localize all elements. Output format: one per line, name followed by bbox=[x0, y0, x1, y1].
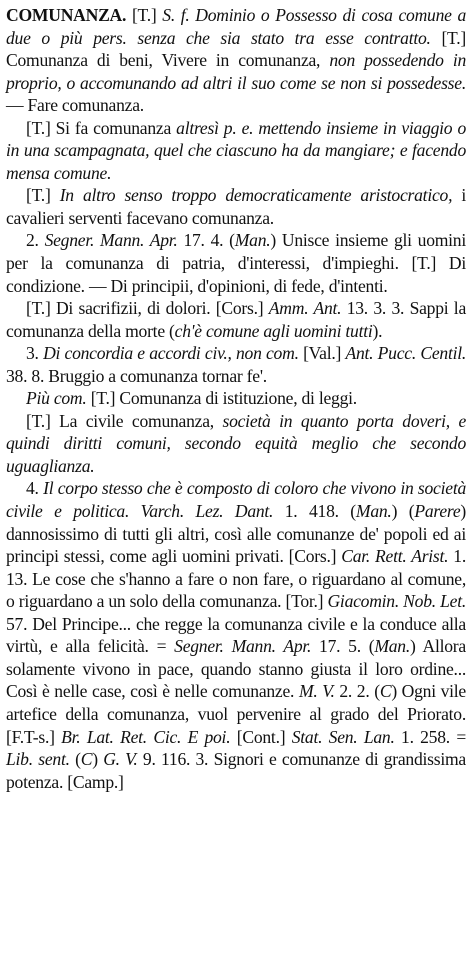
text-run: [T.] Comunanza di beni, Vivere in comunanza, bbox=[6, 27, 466, 71]
italic-text: Man. bbox=[374, 636, 411, 657]
italic-text: Man. bbox=[234, 230, 271, 251]
italic-text: C bbox=[80, 749, 93, 770]
text-run: ) Ogni vile artefice della comunanza, vuol pervenire al grado del Priorato. [F.T-s.] bbox=[6, 681, 466, 747]
text-run: ). bbox=[372, 320, 383, 341]
text-run: 2. 2. ( bbox=[334, 681, 380, 702]
text-run: 2. bbox=[26, 230, 45, 251]
italic-text: Amm. Ant. bbox=[268, 298, 342, 319]
text-run: 38. 8. Bruggio a comunanza tornar fe'. bbox=[6, 365, 267, 386]
italic-text: non possedendo in proprio, o accomunando ad altri il suo come se non si possedesse. bbox=[6, 50, 467, 93]
entry-sense-paragraph bbox=[6, 184, 466, 229]
headword: COMUNANZA. bbox=[6, 5, 127, 25]
text-run: [T.] La civile comunanza, bbox=[26, 410, 223, 431]
text-run: [T.] bbox=[26, 185, 60, 206]
entry-sense-paragraph bbox=[6, 229, 466, 297]
entry-sense-paragraph bbox=[6, 342, 466, 387]
text-run: — Fare comunanza. bbox=[6, 95, 144, 116]
text-run: 17. 5. ( bbox=[311, 636, 375, 657]
italic-text: S. f. Dominio o Possesso di cosa comune a due o più pers. senza che sia stato tra esse contratto. bbox=[6, 5, 466, 48]
italic-text: Car. Rett. Arist. bbox=[341, 546, 449, 567]
text-run: i cavalieri serventi facevano comunanza. bbox=[6, 185, 466, 228]
text-run: 57. Del Principe... che regge la comunanza civile e la conduce alla virtù, e alla felicità. = bbox=[6, 613, 466, 657]
text-run: [T.] Si fa comunanza bbox=[26, 117, 177, 138]
entry-headword-paragraph bbox=[6, 4, 466, 117]
text-run: [T.] Comunanza di istituzione, di leggi. bbox=[86, 388, 357, 409]
text-run: 3. bbox=[26, 343, 44, 364]
text-run: [T.] Di sacrifizii, di dolori. [Cors.] bbox=[26, 298, 269, 319]
text-run: ) dannosissimo di tutti gli altri, così alle comunanze de' popoli ed ai principi stessi, come agli uomini privati. [Cors.] bbox=[6, 501, 467, 567]
italic-text: Segner. Mann. Apr. bbox=[174, 636, 312, 657]
entry-sense-paragraph bbox=[6, 477, 466, 793]
text-run: ) ( bbox=[391, 501, 415, 522]
italic-text: ch'è comune agli uomini tutti bbox=[174, 320, 373, 341]
text-run: ) bbox=[92, 749, 104, 770]
text-run: 1. 258. = bbox=[394, 726, 466, 747]
text-run: [Val.] bbox=[298, 343, 346, 364]
text-run: ) Unisce insieme gli uomini per la comunanza di patria, d'interessi, d'impieghi. [T.] Di condizione. — Di principii, d'opinioni, di fede, d'intenti. bbox=[6, 230, 466, 296]
italic-text: In altro senso troppo democraticamente aristocratico, bbox=[59, 185, 453, 206]
italic-text: Di concordia e accordi civ., non com. bbox=[43, 343, 299, 364]
italic-text: Man. bbox=[355, 501, 392, 522]
italic-text: Segner. Mann. Apr. bbox=[44, 230, 178, 251]
italic-text: Varch. Lez. Dant. bbox=[140, 501, 274, 522]
text-run: [T.] bbox=[126, 5, 163, 25]
text-run: 4. bbox=[26, 478, 44, 499]
entry-sense-paragraph bbox=[6, 297, 466, 342]
text-run: 9. 116. 3. Signori e comunanze di grandissima potenza. [Camp.] bbox=[6, 749, 466, 792]
italic-text: Ant. Pucc. Centil. bbox=[345, 343, 467, 364]
italic-text: M. V. bbox=[298, 681, 335, 702]
italic-text: Lib. sent. bbox=[6, 749, 70, 770]
entry-sense-paragraph bbox=[6, 117, 466, 185]
italic-text: C bbox=[379, 681, 392, 702]
text-run: 1. 418. ( bbox=[273, 501, 356, 522]
text-run: 13. 3. 3. Sappi la comunanza della morte ( bbox=[6, 298, 467, 341]
text-run: 17. 4. ( bbox=[177, 230, 235, 251]
entry-sense-paragraph bbox=[6, 387, 466, 410]
italic-text: altresì p. e. mettendo insieme in viaggio o in una scampagnata, quel che ciascuno ha da mangiare; e facendo mensa comune. bbox=[6, 117, 466, 183]
italic-text: G. V. bbox=[103, 749, 138, 770]
entry-sense-paragraph bbox=[6, 410, 466, 478]
italic-text: Più com. bbox=[26, 388, 87, 409]
italic-text: società in quanto porta doveri, e quindi diritti comuni, secondo equità meglio che secondo uguaglianza. bbox=[6, 410, 466, 476]
text-run: ) Allora solamente vivono in pace, quando stanno giusta il loro ordine... Così è nelle case, così è nelle comunanze. bbox=[6, 636, 466, 702]
dictionary-entry bbox=[6, 4, 466, 793]
text-run bbox=[129, 501, 141, 521]
italic-text: Il corpo stesso che è composto di coloro che vivono in società civile e politica. bbox=[6, 478, 466, 522]
italic-text: Parere bbox=[414, 501, 461, 522]
text-run: [Cont.] bbox=[230, 726, 292, 747]
text-run: 1. 13. Le cose che s'hanno a fare o non fare, o riguardano al comune, o riguardano a un solo della comunanza. [Tor.] bbox=[6, 546, 466, 612]
italic-text: Giacomin. Nob. Let. bbox=[327, 591, 466, 612]
italic-text: Stat. Sen. Lan. bbox=[291, 726, 395, 747]
italic-text: Br. Lat. Ret. Cic. E poi. bbox=[61, 726, 231, 747]
text-run: ( bbox=[69, 749, 81, 770]
